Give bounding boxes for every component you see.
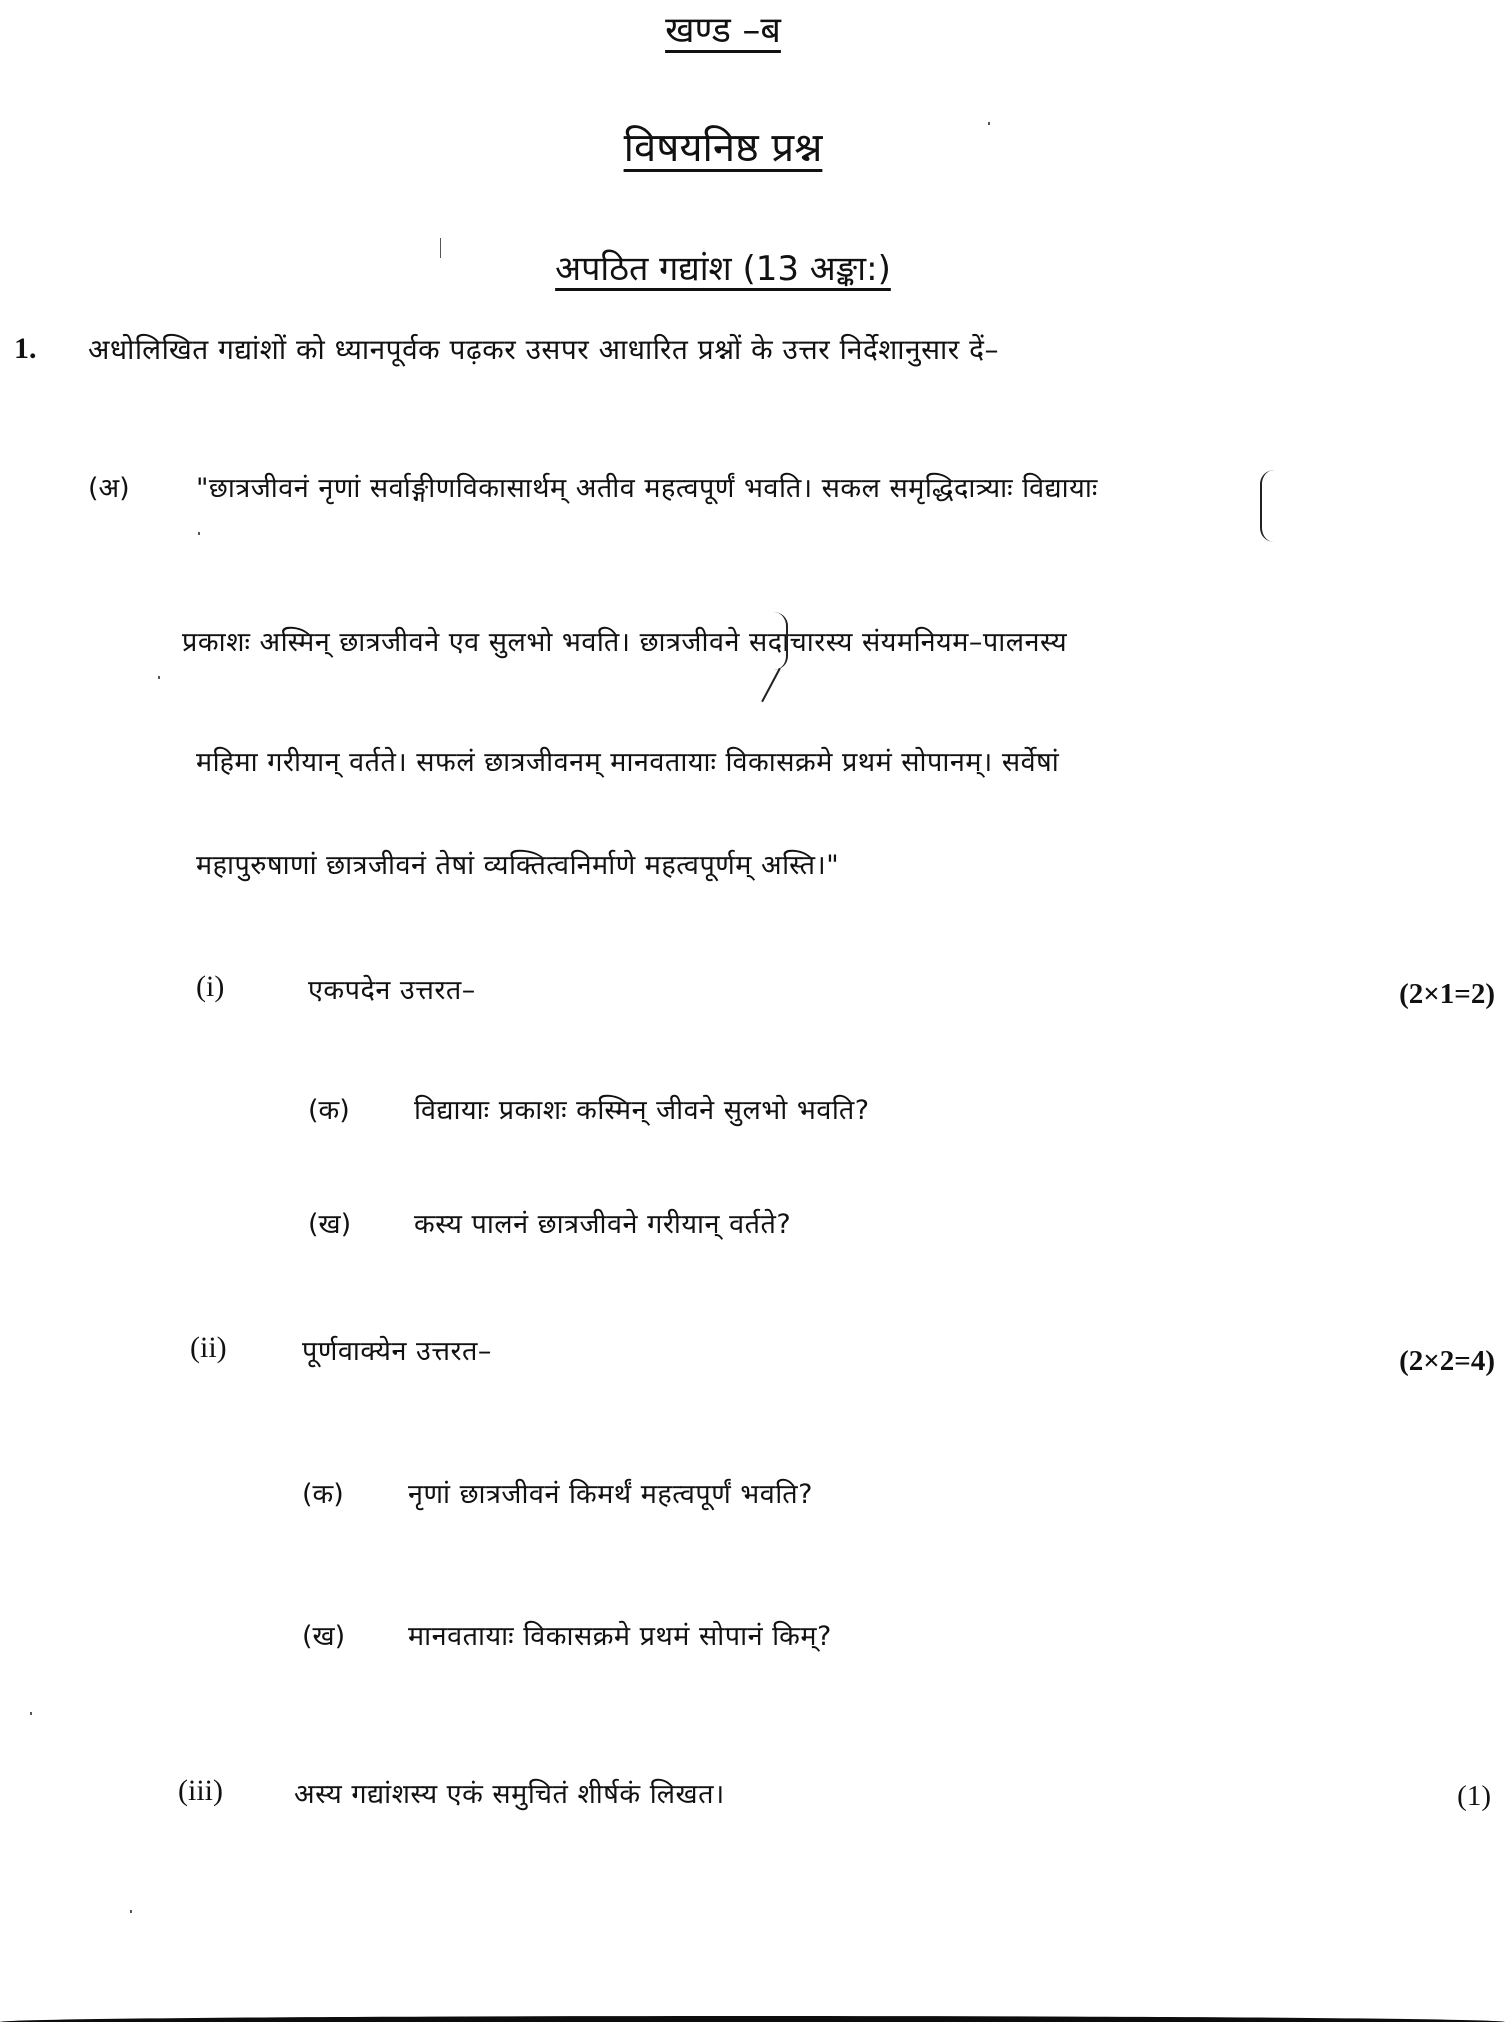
subquestion-2-numeral: (ii) bbox=[190, 1331, 227, 1364]
subquestion-3-numeral: (iii) bbox=[178, 1774, 223, 1807]
scan-speck bbox=[30, 1712, 32, 1715]
subquestion-1-item-b-text: कस्य पालनं छात्रजीवने गरीयान् वर्तते? bbox=[414, 1209, 792, 1240]
question-number: 1. bbox=[14, 332, 37, 365]
scan-speck bbox=[158, 676, 160, 679]
scan-speck bbox=[440, 238, 441, 258]
subquestion-1-item-a-text: विद्यायाः प्रकाशः कस्मिन् जीवने सुलभो भवति? bbox=[414, 1095, 870, 1126]
scan-speck bbox=[198, 532, 200, 535]
pen-paren-mark bbox=[774, 612, 788, 670]
question-instruction: अधोलिखित गद्यांशों को ध्यानपूर्वक पढ़कर उसपर आधारित प्रश्नों के उत्तर निर्देशानुसार दें– bbox=[88, 333, 999, 366]
subquestion-2-item-a-text: नृणां छात्रजीवनं किमर्थं महत्वपूर्णं भवति? bbox=[408, 1479, 814, 1510]
passage-line-3: महिमा गरीयान् वर्तते। सफलं छात्रजीवनम् मानवतायाः विकासक्रमे प्रथमं सोपानम्। सर्वेषां bbox=[196, 747, 1060, 778]
subquestion-1-numeral: (i) bbox=[196, 970, 225, 1003]
subquestion-2-marks: (2×2=4) bbox=[1399, 1345, 1495, 1377]
subquestion-3-marks: (1) bbox=[1457, 1780, 1491, 1812]
section-heading: खण्ड –ब bbox=[665, 10, 781, 51]
subquestion-1-item-a-label: (क) bbox=[308, 1095, 350, 1126]
passage-line-1: "छात्रजीवनं नृणां सर्वाङ्गीणविकासार्थम् अतीव महत्वपूर्णं भवति। सकल समृद्धिदात्र्याः विद्यायाः bbox=[196, 473, 1098, 504]
page-bottom-rule bbox=[0, 2016, 1505, 2022]
scan-speck bbox=[988, 122, 990, 125]
subquestion-2-item-b-text: मानवतायाः विकासक्रमे प्रथमं सोपानं किम्? bbox=[408, 1621, 832, 1652]
pen-bracket-mark bbox=[1260, 470, 1274, 542]
subquestion-2-item-a-label: (क) bbox=[302, 1479, 344, 1510]
subquestion-1-item-b-label: (ख) bbox=[308, 1209, 352, 1240]
passage-heading: अपठित गद्यांश (13 अङ्का:) bbox=[555, 249, 891, 289]
scan-speck bbox=[130, 1910, 132, 1913]
subquestion-3-prompt: अस्य गद्यांशस्य एकं समुचितं शीर्षकं लिखत। bbox=[294, 1779, 725, 1810]
subquestion-1-prompt: एकपदेन उत्तरत– bbox=[308, 975, 476, 1006]
passage-line-2: प्रकाशः अस्मिन् छात्रजीवने एव सुलभो भवति। छात्रजीवने सदाचारस्य संयमनियम–पालनस्य bbox=[182, 627, 1068, 658]
pen-slash-mark bbox=[761, 668, 781, 702]
passage-line-4: महापुरुषाणां छात्रजीवनं तेषां व्यक्तित्वनिर्माणे महत्वपूर्णम् अस्ति।" bbox=[196, 850, 840, 881]
passage-label: (अ) bbox=[88, 473, 130, 504]
subsection-heading: विषयनिष्ठ प्रश्न bbox=[623, 125, 823, 171]
subquestion-1-marks: (2×1=2) bbox=[1399, 978, 1495, 1010]
subquestion-2-prompt: पूर्णवाक्येन उत्तरत– bbox=[302, 1336, 492, 1367]
subquestion-2-item-b-label: (ख) bbox=[302, 1621, 346, 1652]
